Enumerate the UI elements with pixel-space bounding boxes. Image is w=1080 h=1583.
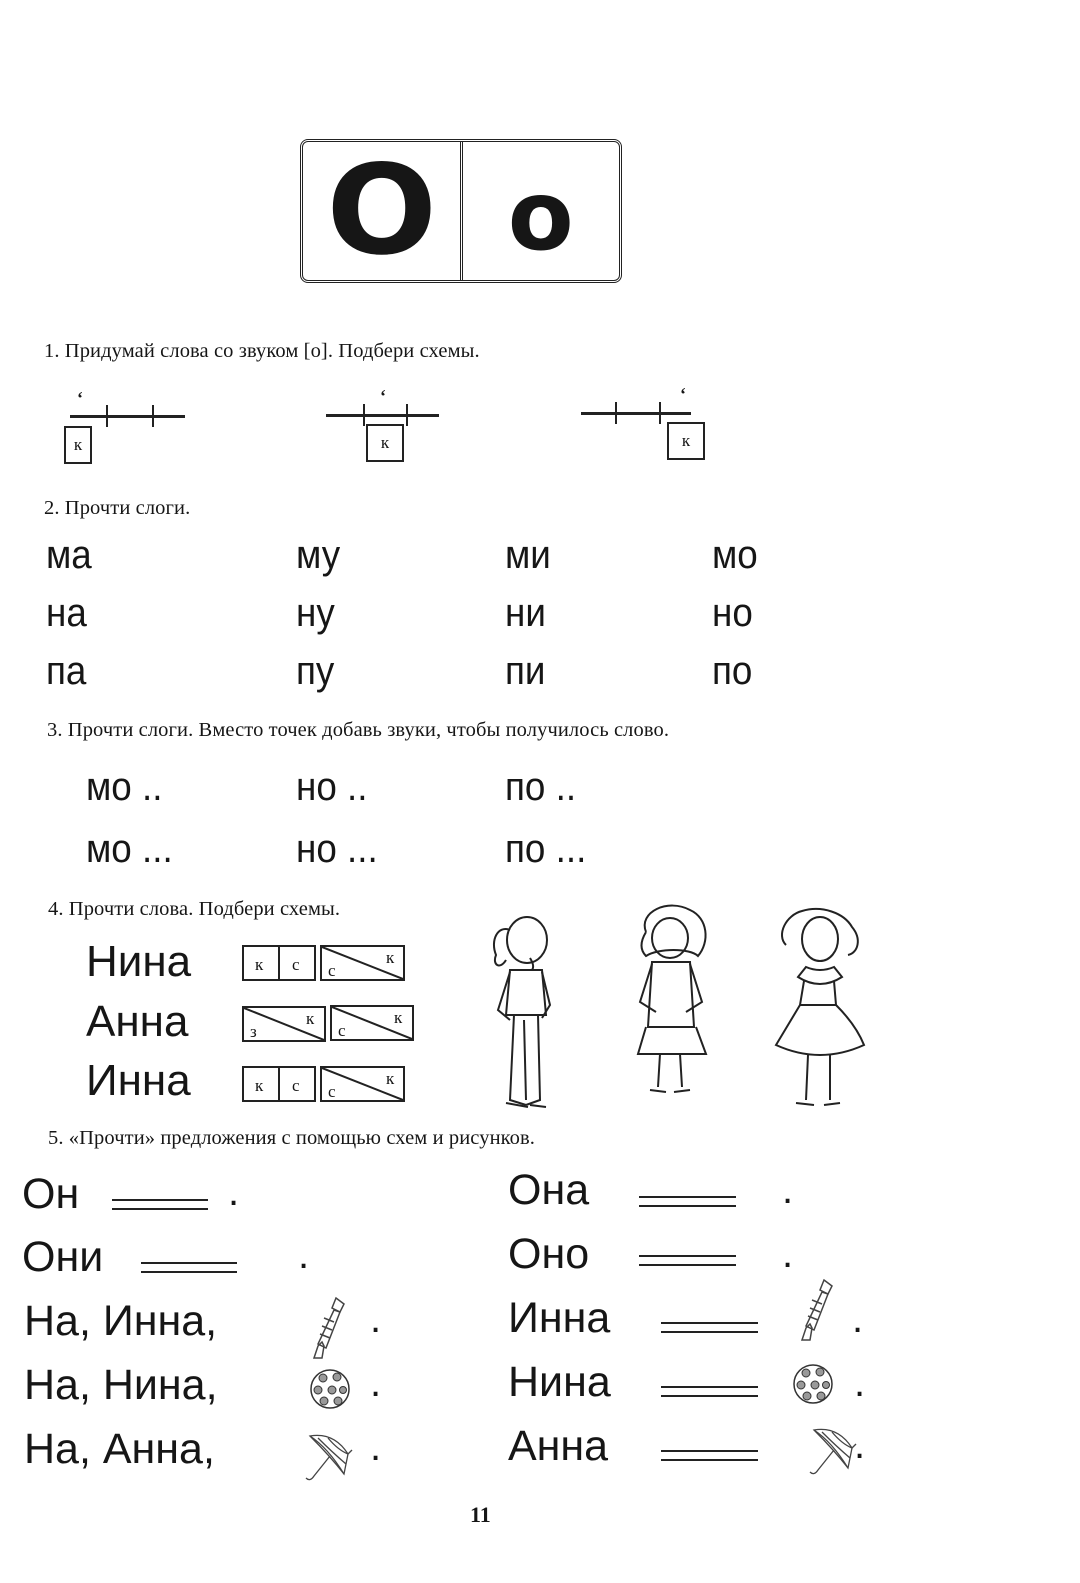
syllable: ми bbox=[505, 533, 551, 577]
sentence-end: . bbox=[370, 1425, 382, 1469]
scheme-line bbox=[581, 412, 691, 415]
merged-sound-cell bbox=[320, 1066, 405, 1102]
sentence-start: Она bbox=[508, 1166, 590, 1214]
sentence-start: Инна bbox=[508, 1294, 611, 1342]
syllable-blank: но .. bbox=[296, 765, 368, 809]
sentence-end: . bbox=[854, 1361, 866, 1405]
letter-card-lower-cell bbox=[463, 142, 620, 280]
word-scheme-1 bbox=[60, 388, 190, 468]
sound-cell-label: к bbox=[386, 1069, 395, 1088]
predicate-blank bbox=[141, 1262, 237, 1273]
scheme-line bbox=[326, 414, 439, 417]
name-word: Нина bbox=[86, 937, 192, 986]
letter-card bbox=[300, 139, 622, 283]
letter-upper: О bbox=[325, 139, 437, 283]
letter-lower: о bbox=[507, 160, 574, 272]
word-scheme-2 bbox=[320, 386, 450, 466]
sentence-end: . bbox=[782, 1168, 794, 1212]
sentence-end: . bbox=[854, 1423, 866, 1467]
syllable: пи bbox=[505, 649, 546, 693]
syllable-blank: но ... bbox=[296, 827, 378, 871]
syllable: му bbox=[296, 533, 341, 577]
merged-sound-cell bbox=[320, 945, 405, 981]
sentence-end: . bbox=[228, 1170, 240, 1214]
scheme-divider bbox=[106, 405, 108, 427]
page-number: 11 bbox=[470, 1502, 491, 1527]
sound-cell-label: с bbox=[292, 955, 300, 974]
sentence-start: Анна bbox=[508, 1422, 609, 1470]
task2-title: 2. Прочти слоги. bbox=[44, 497, 191, 519]
sentence-end: . bbox=[298, 1233, 310, 1277]
girl-dress-icon bbox=[772, 905, 868, 1110]
sound-cell-label: с bbox=[328, 961, 336, 980]
task1-title: 1. Придумай слова со звуком [о]. Подбери схемы. bbox=[44, 340, 480, 362]
sentence-start: Нина bbox=[508, 1358, 611, 1406]
syllable-blank: мо .. bbox=[86, 765, 163, 809]
sound-cell-label: к bbox=[306, 1009, 315, 1028]
scheme-divider bbox=[615, 402, 617, 424]
syllable-blank: мо ... bbox=[86, 827, 173, 871]
scheme-divider bbox=[659, 402, 661, 424]
syllable: ни bbox=[505, 591, 546, 635]
syllable: но bbox=[712, 591, 753, 635]
sound-cell-label: з bbox=[250, 1022, 257, 1041]
sound-cell bbox=[278, 1066, 316, 1102]
scheme-divider bbox=[363, 404, 365, 426]
sound-cell-label: с bbox=[338, 1021, 346, 1040]
sound-cell-label: к bbox=[386, 948, 395, 967]
sentence-start: Оно bbox=[508, 1230, 590, 1278]
scheme-divider bbox=[406, 404, 408, 426]
syllable: пу bbox=[296, 649, 335, 693]
sound-cell-label: к bbox=[255, 955, 264, 974]
sentence-end: . bbox=[370, 1297, 382, 1341]
syllable-blank: по .. bbox=[505, 765, 577, 809]
sentence-start: На, Анна, bbox=[24, 1425, 215, 1473]
word-scheme-3 bbox=[575, 384, 715, 464]
stress-mark: ‘ bbox=[77, 388, 83, 408]
predicate-blank bbox=[112, 1199, 208, 1210]
predicate-blank bbox=[639, 1196, 736, 1207]
scheme-divider bbox=[152, 405, 154, 427]
candy-icon bbox=[312, 1296, 348, 1362]
sentence-start: Он bbox=[22, 1170, 80, 1218]
syllable: ну bbox=[296, 591, 335, 635]
syllable: на bbox=[46, 591, 87, 635]
stress-mark: ‘ bbox=[680, 384, 686, 404]
girl-ponytail-icon bbox=[480, 910, 570, 1115]
stress-mark: ‘ bbox=[380, 386, 386, 406]
consonant-box: к bbox=[64, 426, 92, 464]
task4-title: 4. Прочти слова. Подбери схемы. bbox=[48, 898, 341, 920]
umbrella-icon bbox=[304, 1432, 354, 1484]
name-word: Инна bbox=[86, 1056, 191, 1105]
sentence-start: Они bbox=[22, 1233, 104, 1281]
consonant-box: к bbox=[366, 424, 404, 462]
scheme-line bbox=[70, 415, 185, 418]
sentence-start: На, Инна, bbox=[24, 1297, 218, 1345]
syllable: па bbox=[46, 649, 87, 693]
sentence-end: . bbox=[852, 1297, 864, 1341]
task5-title: 5. «Прочти» предложения с помощью схем и рисунков. bbox=[48, 1127, 536, 1149]
syllable: мо bbox=[712, 533, 758, 577]
merged-sound-cell bbox=[330, 1005, 414, 1041]
predicate-blank bbox=[661, 1450, 758, 1461]
letter-card-upper-cell bbox=[303, 139, 463, 283]
ball-icon bbox=[309, 1368, 351, 1410]
merged-sound-cell bbox=[242, 1006, 326, 1042]
sentence-start: На, Нина, bbox=[24, 1361, 218, 1409]
umbrella-icon bbox=[808, 1426, 858, 1478]
predicate-blank bbox=[661, 1386, 758, 1397]
predicate-blank bbox=[661, 1322, 758, 1333]
task3-title: 3. Прочти слоги. Вместо точек добавь звуки, чтобы получилось слово. bbox=[47, 719, 670, 741]
sound-cell bbox=[242, 945, 280, 981]
syllable: ма bbox=[46, 533, 92, 577]
syllable: по bbox=[712, 649, 753, 693]
girl-jacket-skirt-icon bbox=[628, 902, 714, 1097]
predicate-blank bbox=[639, 1255, 736, 1266]
sound-cell-label: к bbox=[255, 1076, 264, 1095]
candy-icon bbox=[800, 1278, 836, 1344]
sound-cell bbox=[242, 1066, 280, 1102]
sound-cell bbox=[278, 945, 316, 981]
sound-cell-label: к bbox=[394, 1008, 403, 1027]
ball-icon bbox=[792, 1363, 834, 1405]
name-word: Анна bbox=[86, 997, 189, 1046]
syllable-blank: по ... bbox=[505, 827, 587, 871]
consonant-box: к bbox=[667, 422, 705, 460]
sentence-end: . bbox=[370, 1361, 382, 1405]
sound-cell-label: с bbox=[292, 1076, 300, 1095]
sentence-end: . bbox=[782, 1232, 794, 1276]
sound-cell-label: с bbox=[328, 1082, 336, 1101]
